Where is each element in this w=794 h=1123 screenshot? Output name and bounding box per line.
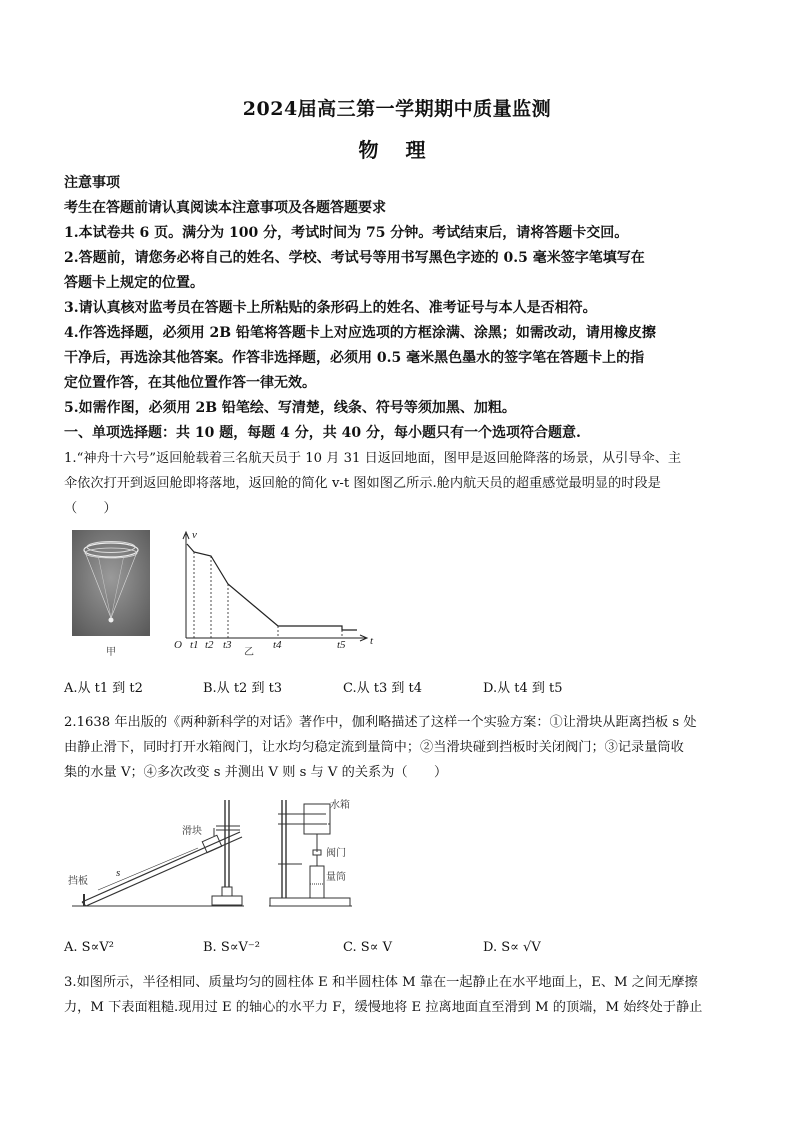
q1-option-c[interactable]: C.从 t3 到 t4 [343, 681, 423, 696]
base-plate [270, 898, 350, 906]
q1-figure [66, 526, 386, 662]
q1-text: （ ） [64, 501, 117, 516]
subject-title: 物 理 [358, 138, 436, 162]
notes-item: 2.答题前，请您务必将自己的姓名、学校、考试号等用书写黑色字迹的 0.5 毫米签字笔填写在 [64, 250, 645, 266]
exam-title: 2024届高三第一学期期中质量监测 [242, 98, 552, 120]
q2-text: 2.1638 年出版的《两种新科学的对话》著作中，伽利略描述了这样一个实验方案：①让滑块从距离挡板 s 处 [64, 715, 697, 730]
cylinder-label: 量筒 [326, 872, 346, 883]
tank-label: 水箱 [330, 800, 350, 811]
q1-option-d[interactable]: D.从 t4 到 t5 [483, 681, 563, 696]
photo-caption: 甲 [106, 647, 116, 658]
tick-t1: t1 [190, 639, 199, 651]
valve-label: 阀门 [326, 848, 346, 859]
q1-option-a[interactable]: A.从 t1 到 t2 [64, 681, 143, 696]
tick-t4: t4 [273, 639, 282, 651]
tick-t5: t5 [337, 639, 346, 651]
q1-text: 1.“神舟十六号”返回舱载着三名航天员于 10 月 31 日返回地面，图甲是返回舱降落的场景，从引导伞、主 [64, 451, 682, 466]
notes-item: 定位置作答，在其他位置作答一律无效。 [64, 375, 316, 391]
measuring-cylinder [310, 866, 324, 898]
notes-item: 答题卡上规定的位置。 [64, 275, 204, 291]
axis-v-label: v [192, 529, 197, 541]
q2-text: 集的水量 V；④多次改变 s 并测出 V 则 s 与 V 的关系为（ ） [64, 765, 448, 780]
notes-item: 5.如需作图，必须用 2B 铅笔绘、写清楚，线条、符号等须加黑、加粗。 [64, 400, 516, 416]
notes-item: 1.本试卷共 6 页。满分为 100 分，考试时间为 75 分钟。考试结束后，请将答题卡交回。 [64, 225, 629, 241]
notes-item: 4.作答选择题，必须用 2B 铅笔将答题卡上对应选项的方框涂满、涂黑；如需改动，请用橡皮擦 [64, 325, 656, 341]
q2-figure [64, 794, 356, 914]
water-tank [304, 804, 330, 834]
axis-t-label: t [370, 635, 374, 647]
notes-item: 3.请认真核对监考员在答题卡上所粘贴的条形码上的姓名、准考证号与本人是否相符。 [64, 300, 597, 316]
q3-text: 力，M 下表面粗糙.现用过 E 的轴心的水平力 F，缓慢地将 E 拉离地面直至滑到 M 的顶端，M 始终处于静止 [64, 1000, 703, 1015]
q1-option-b[interactable]: B.从 t2 到 t3 [203, 681, 283, 696]
s-label: s [116, 867, 121, 879]
notes-intro: 考生在答题前请认真阅读本注意事项及各题答题要求 [64, 200, 386, 216]
origin-label: O [174, 639, 182, 651]
tick-t3: t3 [223, 639, 232, 651]
notes-heading: 注意事项 [64, 175, 120, 191]
graph-caption: 乙 [244, 647, 254, 658]
q2-option-c[interactable]: C. S∝ V [343, 940, 392, 955]
block-label: 滑块 [182, 826, 202, 837]
stand-base [212, 896, 242, 905]
q2-option-b[interactable]: B. S∝V⁻² [203, 940, 260, 955]
parachute-photo [72, 530, 150, 636]
vt-graph [183, 532, 367, 641]
q1-text: 伞依次打开到返回舱即将落地，返回舱的简化 v-t 图如图乙所示.舱内航天员的超重感觉最明显的时段是 [64, 476, 661, 491]
q2-text: 由静止滑下，同时打开水箱阀门，让水均匀稳定流到量筒中；②当滑块碰到挡板时关闭阀门；③记录量筒收 [64, 740, 684, 755]
stopper-label: 挡板 [68, 876, 88, 887]
q2-option-d[interactable]: D. S∝ √V [483, 940, 541, 955]
q2-option-a[interactable]: A. S∝V² [64, 940, 114, 955]
section-heading: 一、单项选择题：共 10 题，每题 4 分，共 40 分，每小题只有一个选项符合题意. [64, 425, 581, 441]
notes-item: 干净后，再选涂其他答案。作答非选择题，必须用 0.5 毫米黑色墨水的签字笔在答题卡上的指 [64, 350, 645, 366]
q3-text: 3.如图所示，半径相同、质量均匀的圆柱体 E 和半圆柱体 M 靠在一起静止在水平地面上，E、M 之间无摩擦 [64, 975, 698, 990]
tick-t2: t2 [205, 639, 214, 651]
incline-board [82, 832, 240, 902]
